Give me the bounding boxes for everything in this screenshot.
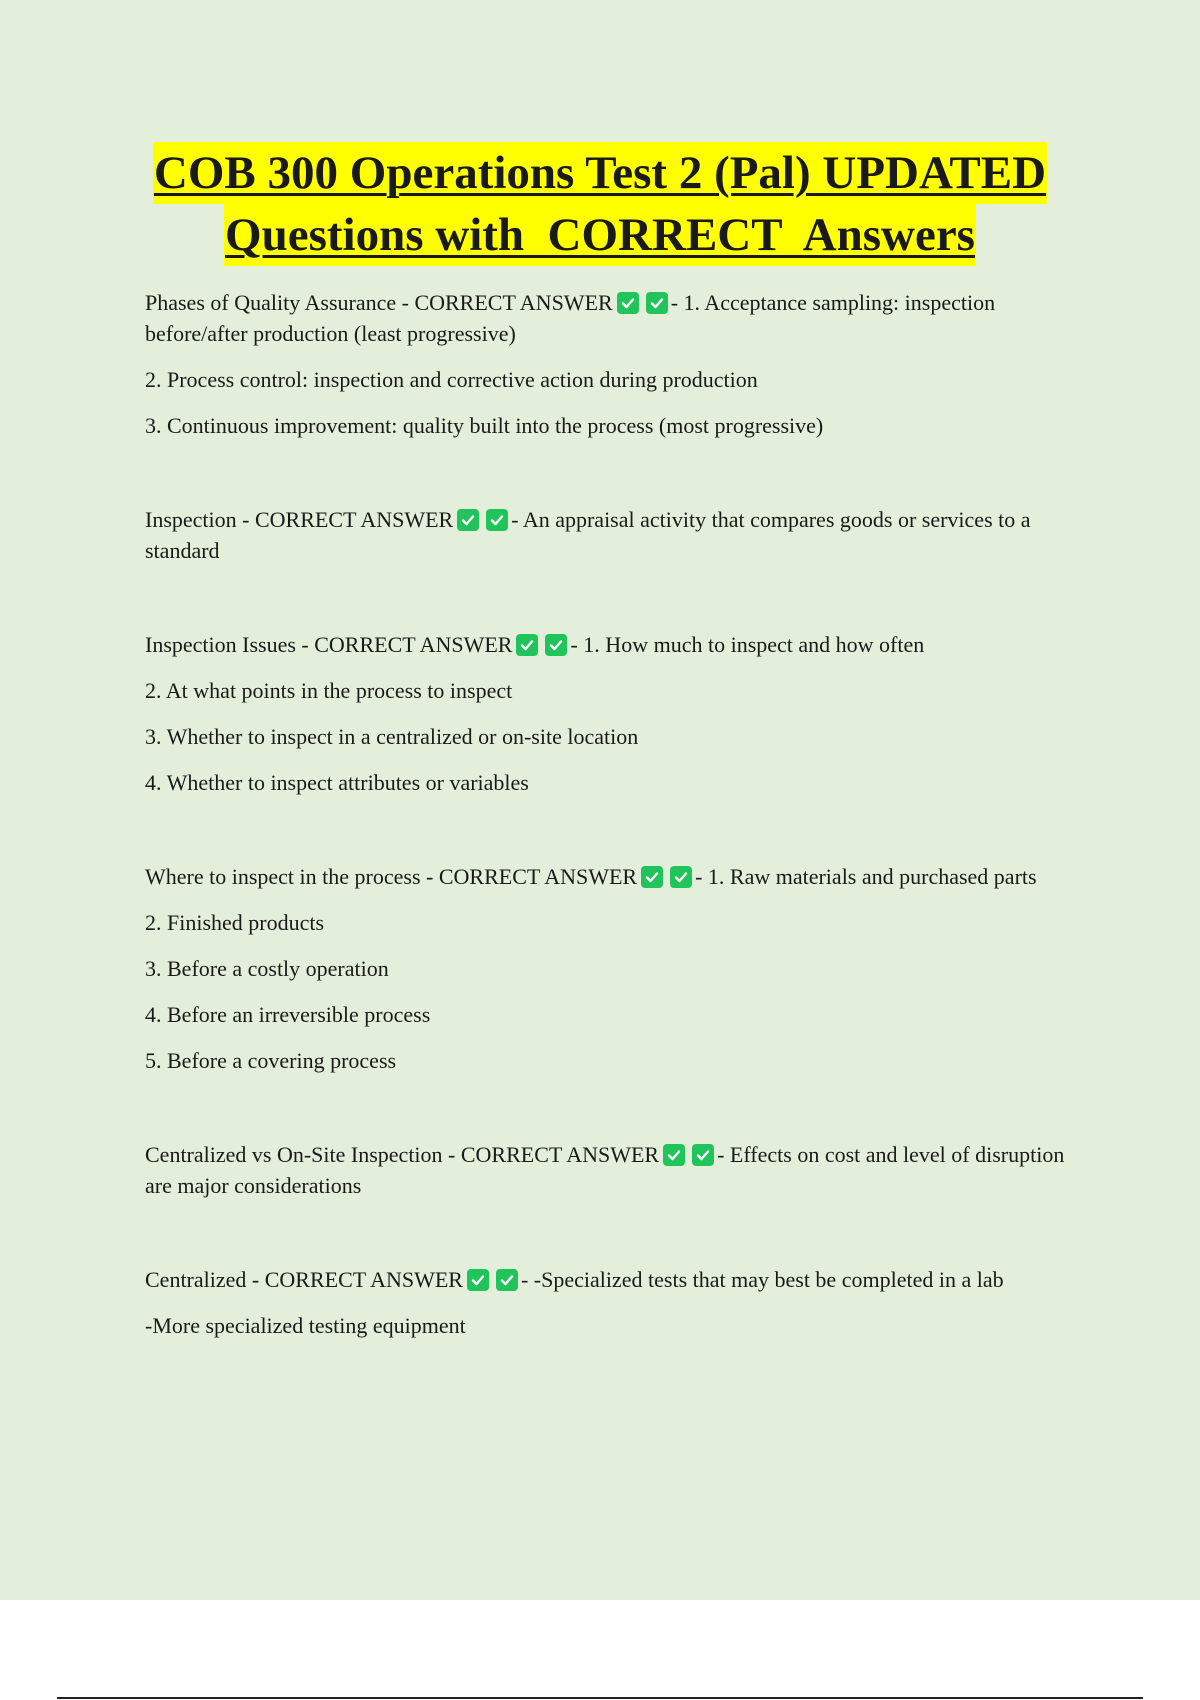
qa-entry: [145, 504, 1085, 566]
qa-section: [145, 1264, 1085, 1341]
answer-text: - -Specialized tests that may best be completed in a lab: [520, 1267, 1004, 1292]
check-box-icon: [670, 866, 692, 888]
answer-item: 4. Before an irreversible process: [145, 1002, 431, 1027]
check-box-icon: [516, 634, 538, 656]
qa-entry: [145, 629, 1085, 660]
qa-entry: [145, 287, 1085, 349]
question-term: Where to inspect in the process - CORRECT ANSWER: [145, 864, 638, 889]
answer-item: 4. Whether to inspect attributes or variables: [145, 770, 529, 795]
qa-entry: [145, 1139, 1085, 1201]
check-box-icon: [663, 1144, 685, 1166]
qa-section: [145, 287, 1085, 441]
section-gap: [145, 1091, 1085, 1139]
section-gap: [145, 1216, 1085, 1264]
check-box-icon: [545, 634, 567, 656]
check-box-icon: [467, 1269, 489, 1291]
qa-section: [145, 504, 1085, 566]
question-term: Inspection Issues - CORRECT ANSWER: [145, 632, 513, 657]
answer-text: - 1. How much to inspect and how often: [570, 632, 925, 657]
qa-entry: [145, 861, 1085, 892]
page-divider: [57, 1697, 1143, 1699]
answer-item: 2. Process control: inspection and corrective action during production: [145, 367, 758, 392]
check-box-icon: [457, 509, 479, 531]
qa-section: [145, 1139, 1085, 1201]
title-line-1: COB 300 Operations Test 2 (Pal) UPDATED: [153, 142, 1047, 204]
answer-item: 2. At what points in the process to inspect: [145, 678, 513, 703]
question-term: Phases of Quality Assurance - CORRECT ANSWER: [145, 290, 613, 315]
qa-section: [145, 629, 1085, 798]
section-gap: [145, 813, 1085, 861]
section-gap: [145, 581, 1085, 629]
title-line-2: Questions with CORRECT Answers: [224, 204, 976, 266]
answer-text: - An appraisal activity that compares goods or services to a standard: [145, 507, 1031, 563]
check-box-icon: [646, 292, 668, 314]
document-title: [0, 142, 1200, 266]
question-term: Centralized vs On-Site Inspection - CORRECT ANSWER: [145, 1142, 660, 1167]
section-gap: [145, 456, 1085, 504]
answer-item: -More specialized testing equipment: [145, 1313, 466, 1338]
qa-section: [145, 861, 1085, 1076]
answer-item: 3. Whether to inspect in a centralized or on-site location: [145, 724, 639, 749]
answer-item: 3. Before a costly operation: [145, 956, 389, 981]
check-box-icon: [617, 292, 639, 314]
answer-text: - Effects on cost and level of disruption are major considerations: [145, 1142, 1065, 1198]
check-box-icon: [496, 1269, 518, 1291]
qa-entry: [145, 1264, 1085, 1295]
answer-item: 3. Continuous improvement: quality built into the process (most progressive): [145, 413, 824, 438]
answer-text: - 1. Acceptance sampling: inspection before/after production (least progressive): [145, 290, 996, 346]
answer-text: - 1. Raw materials and purchased parts: [695, 864, 1037, 889]
question-term: Inspection - CORRECT ANSWER: [145, 507, 454, 532]
answer-item: 2. Finished products: [145, 910, 325, 935]
document-body: [145, 287, 1085, 1356]
check-box-icon: [692, 1144, 714, 1166]
check-box-icon: [486, 509, 508, 531]
check-box-icon: [641, 866, 663, 888]
answer-item: 5. Before a covering process: [145, 1048, 397, 1073]
question-term: Centralized - CORRECT ANSWER: [145, 1267, 463, 1292]
